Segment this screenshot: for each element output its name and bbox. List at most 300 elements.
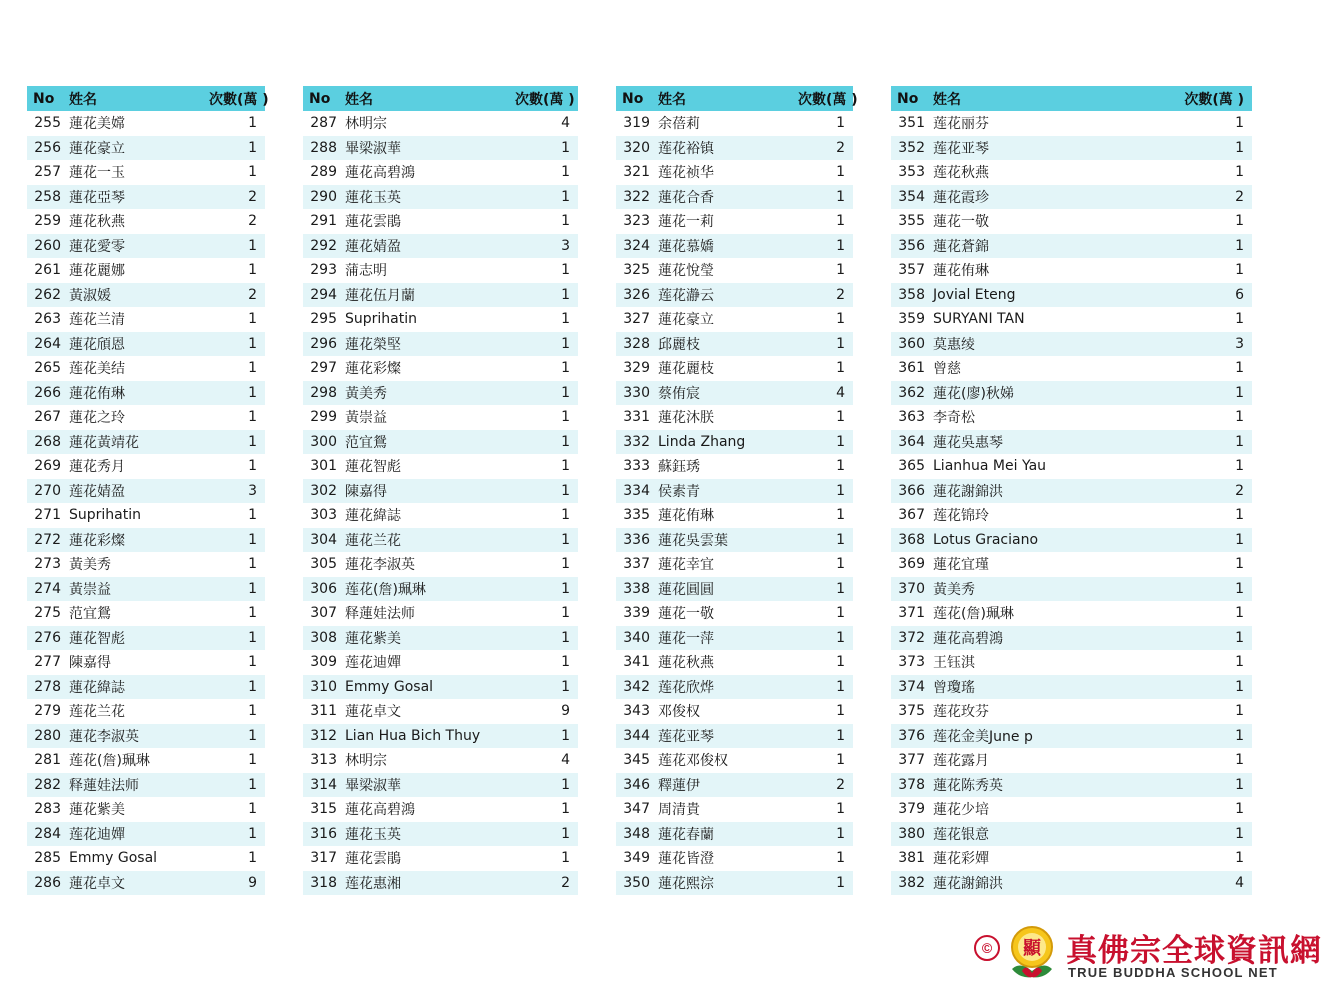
table-row	[616, 283, 853, 308]
row-name: 释蓮娃法师	[345, 606, 415, 623]
row-count: 1	[209, 773, 265, 798]
row-number: 262	[27, 283, 69, 308]
row-name: 蓮花侑琳	[69, 381, 209, 406]
table-header	[616, 86, 853, 111]
row-number: 284	[27, 822, 69, 847]
row-name: 莲花(詹)珮琳	[345, 577, 515, 602]
row-number: 371	[898, 605, 925, 622]
row-number: 363	[898, 409, 925, 426]
row-name: Suprihatin	[69, 507, 141, 524]
row-number: 328	[616, 332, 658, 357]
table-row	[303, 258, 578, 283]
row-number: 305	[310, 556, 337, 573]
row-name: 蓮花宜瑾	[933, 557, 989, 574]
row-name: 黃美秀	[345, 381, 515, 406]
row-name: Suprihatin	[345, 311, 417, 328]
row-name: 莲花金美June p	[933, 724, 1183, 749]
row-count: 1	[561, 213, 570, 230]
row-number: 289	[310, 164, 337, 181]
row-number: 279	[34, 703, 61, 720]
table-row	[616, 258, 853, 283]
row-number: 303	[310, 507, 337, 524]
row-number: 269	[34, 458, 61, 475]
row-number: 336	[616, 528, 658, 553]
row-count: 1	[515, 577, 578, 602]
table-row	[303, 650, 578, 675]
table-row	[616, 381, 853, 406]
row-number: 370	[891, 577, 933, 602]
row-count: 1	[248, 409, 257, 426]
row-name: 蓮花(廖)秋娣	[933, 381, 1183, 406]
row-count: 1	[561, 654, 570, 671]
header-name: 姓名	[69, 86, 209, 111]
table-row	[303, 846, 578, 871]
table-header	[27, 86, 265, 111]
table-row	[616, 675, 853, 700]
row-count: 1	[1183, 577, 1252, 602]
true-buddha-school-logo	[1004, 925, 1060, 983]
table-row	[27, 528, 265, 553]
table-row	[616, 454, 853, 479]
table-row	[303, 552, 578, 577]
row-number: 331	[623, 409, 650, 426]
row-count: 1	[798, 626, 853, 651]
row-number: 330	[616, 381, 658, 406]
row-number: 316	[303, 822, 345, 847]
row-count: 1	[561, 556, 570, 573]
row-name: 蓮花彩燦	[69, 528, 209, 553]
row-number: 302	[303, 479, 345, 504]
row-count: 1	[1235, 115, 1244, 132]
row-name: 蔡侑宸	[658, 381, 798, 406]
row-number: 268	[27, 430, 69, 455]
row-number: 310	[303, 675, 345, 700]
row-number: 263	[34, 311, 61, 328]
table-row	[27, 258, 265, 283]
row-count: 1	[1235, 360, 1244, 377]
table-row	[303, 381, 578, 406]
row-number: 381	[898, 850, 925, 867]
row-count: 1	[1183, 430, 1252, 455]
table-row	[27, 699, 265, 724]
row-number: 261	[34, 262, 61, 279]
header-name: 姓名	[933, 86, 1183, 111]
table-row	[303, 283, 578, 308]
row-name: Jovial Eteng	[933, 283, 1183, 308]
row-count: 1	[836, 801, 845, 818]
row-name: 蓮花玉英	[345, 822, 515, 847]
row-name: 蓮花智彪	[345, 459, 401, 476]
row-number: 382	[891, 871, 933, 896]
row-name: 蓮花高碧鴻	[345, 802, 415, 819]
table-row	[27, 822, 265, 847]
row-number: 309	[310, 654, 337, 671]
table-row	[616, 209, 853, 234]
row-name: 莲花婧盈	[69, 479, 209, 504]
row-name: 蓮花緯誌	[69, 675, 209, 700]
row-name: 蓮花慕嬌	[658, 234, 798, 259]
row-name: 蓮花黃靖花	[69, 430, 209, 455]
row-name: 莲花(詹)珮琳	[933, 606, 1014, 623]
row-name: 莲花惠湘	[345, 871, 515, 896]
row-name: 蓮花卓文	[345, 704, 401, 721]
row-name: 蓮花緯誌	[345, 508, 401, 525]
row-number: 265	[34, 360, 61, 377]
row-number: 258	[27, 185, 69, 210]
row-name: 蓮花秋燕	[69, 214, 125, 231]
row-count: 1	[248, 115, 257, 132]
table-row	[891, 405, 1252, 430]
row-number: 291	[310, 213, 337, 230]
row-count: 1	[798, 430, 853, 455]
row-count: 1	[515, 528, 578, 553]
row-name: 蓮花之玲	[69, 410, 125, 427]
row-number: 365	[898, 458, 925, 475]
row-number: 380	[891, 822, 933, 847]
row-name: 邓俊权	[658, 704, 700, 721]
row-name: 畢梁淑華	[345, 136, 515, 161]
row-count: 1	[209, 234, 265, 259]
row-number: 280	[27, 724, 69, 749]
row-count: 1	[209, 724, 265, 749]
row-count: 1	[836, 752, 845, 769]
row-count: 1	[798, 724, 853, 749]
row-number: 306	[303, 577, 345, 602]
row-number: 323	[623, 213, 650, 230]
table-row	[891, 871, 1252, 896]
table-row	[616, 111, 853, 136]
row-name: 余蓓莉	[658, 116, 700, 133]
table-row	[27, 773, 265, 798]
row-number: 307	[310, 605, 337, 622]
row-number: 321	[623, 164, 650, 181]
row-name: 莲花裕镇	[658, 136, 798, 161]
row-count: 1	[1235, 752, 1244, 769]
row-count: 1	[248, 360, 257, 377]
row-number: 362	[891, 381, 933, 406]
row-number: 308	[303, 626, 345, 651]
table-row	[27, 111, 265, 136]
row-name: 蓮花伍月蘭	[345, 283, 515, 308]
table-header	[303, 86, 578, 111]
row-count: 1	[836, 507, 845, 524]
row-count: 2	[1183, 185, 1252, 210]
row-number: 260	[27, 234, 69, 259]
row-number: 256	[27, 136, 69, 161]
row-name: 蓮花秋燕	[658, 655, 714, 672]
row-number: 318	[303, 871, 345, 896]
row-name: 蓮花雲鵑	[345, 851, 401, 868]
row-number: 376	[891, 724, 933, 749]
row-count: 1	[836, 703, 845, 720]
table-row	[891, 234, 1252, 259]
row-name: 蘇鈺琇	[658, 459, 700, 476]
table-row	[303, 577, 578, 602]
row-count: 1	[561, 164, 570, 181]
row-number: 286	[27, 871, 69, 896]
row-count: 1	[1183, 528, 1252, 553]
table-row	[616, 405, 853, 430]
row-name: 黃美秀	[69, 557, 111, 574]
row-name: Linda Zhang	[658, 430, 798, 455]
row-name: 范宜鴛	[69, 606, 111, 623]
row-count: 1	[209, 675, 265, 700]
row-name: 蓮花美嫦	[69, 116, 125, 133]
row-name: 蓮花紫美	[345, 626, 515, 651]
row-number: 361	[898, 360, 925, 377]
row-number: 368	[891, 528, 933, 553]
table-row	[891, 356, 1252, 381]
row-number: 378	[891, 773, 933, 798]
table-row	[27, 748, 265, 773]
row-name: 蓮花麗枝	[658, 361, 714, 378]
table-row	[27, 381, 265, 406]
row-name: 蓮花一敬	[933, 214, 989, 231]
row-count: 2	[248, 213, 257, 230]
row-count: 1	[515, 822, 578, 847]
row-count: 1	[561, 409, 570, 426]
row-name: 蓮花高碧鴻	[933, 626, 1183, 651]
row-count: 1	[1183, 675, 1252, 700]
row-number: 366	[891, 479, 933, 504]
table-row	[303, 601, 578, 626]
row-count: 1	[515, 185, 578, 210]
table-row	[27, 454, 265, 479]
table-row	[616, 160, 853, 185]
footer-branding	[974, 925, 1322, 985]
table-4	[891, 86, 1252, 895]
row-name: 蓮花幸宜	[658, 557, 714, 574]
row-number: 304	[303, 528, 345, 553]
table-row	[891, 209, 1252, 234]
row-count: 1	[209, 430, 265, 455]
row-name: 范宜鴛	[345, 430, 515, 455]
row-count: 1	[1235, 850, 1244, 867]
row-count: 1	[561, 311, 570, 328]
table-row	[616, 528, 853, 553]
table-row	[616, 846, 853, 871]
row-number: 267	[34, 409, 61, 426]
row-name: 蓮花春蘭	[658, 822, 798, 847]
row-name: 蓮花雲鵑	[345, 214, 401, 231]
row-count: 1	[1235, 654, 1244, 671]
row-name: 莲花银意	[933, 822, 1183, 847]
row-name: 王钰淇	[933, 655, 975, 672]
row-count: 6	[1183, 283, 1252, 308]
row-number: 342	[616, 675, 658, 700]
row-number: 357	[898, 262, 925, 279]
row-name: 莲花亚琴	[658, 724, 798, 749]
row-number: 285	[34, 850, 61, 867]
row-name: 蓮花侑琳	[658, 508, 714, 525]
row-count: 1	[798, 577, 853, 602]
header-count: 次數(萬 )	[515, 86, 578, 111]
row-name: 陳嘉得	[69, 655, 111, 672]
table-row	[891, 699, 1252, 724]
row-count: 1	[1183, 136, 1252, 161]
row-number: 343	[623, 703, 650, 720]
row-name: 莲花欣烨	[658, 675, 798, 700]
table-row	[616, 185, 853, 210]
row-name: 曾瓊瑤	[933, 675, 1183, 700]
row-number: 300	[303, 430, 345, 455]
table-row	[616, 773, 853, 798]
table-row	[891, 430, 1252, 455]
table-row	[27, 601, 265, 626]
table-row	[891, 601, 1252, 626]
row-count: 1	[1235, 409, 1244, 426]
row-name: 蓮花吳惠琴	[933, 430, 1183, 455]
row-name: 莲花兰清	[69, 312, 125, 329]
row-name: 蓮花一敬	[658, 606, 714, 623]
row-name: 莲花迪嬋	[345, 655, 401, 672]
row-count: 1	[515, 136, 578, 161]
row-count: 1	[248, 703, 257, 720]
table-row	[303, 626, 578, 651]
row-count: 1	[248, 654, 257, 671]
row-name: 莲花(詹)珮琳	[69, 753, 150, 770]
table-row	[891, 503, 1252, 528]
table-row	[303, 528, 578, 553]
row-name: Emmy Gosal	[69, 850, 158, 867]
row-name: 莲花迪嬋	[69, 822, 209, 847]
table-row	[891, 332, 1252, 357]
row-count: 1	[515, 626, 578, 651]
row-number: 315	[310, 801, 337, 818]
row-count: 1	[836, 850, 845, 867]
table-row	[27, 675, 265, 700]
table-row	[27, 577, 265, 602]
row-name: 释蓮娃法师	[69, 773, 209, 798]
table-row	[891, 675, 1252, 700]
table-row	[303, 724, 578, 749]
row-count: 1	[798, 479, 853, 504]
row-number: 311	[310, 703, 337, 720]
row-count: 1	[515, 381, 578, 406]
row-count: 1	[1183, 381, 1252, 406]
row-count: 1	[248, 801, 257, 818]
table-row	[891, 307, 1252, 332]
table-row	[27, 185, 265, 210]
table-row	[891, 724, 1252, 749]
row-name: 黃淑媛	[69, 283, 209, 308]
row-number: 364	[891, 430, 933, 455]
row-number: 313	[310, 752, 337, 769]
row-name: 蓮花謝錦洪	[933, 479, 1183, 504]
row-number: 299	[310, 409, 337, 426]
row-count: 9	[561, 703, 570, 720]
table-row	[891, 797, 1252, 822]
row-count: 1	[248, 850, 257, 867]
row-number: 345	[623, 752, 650, 769]
row-number: 337	[623, 556, 650, 573]
row-count: 1	[836, 262, 845, 279]
table-row	[27, 503, 265, 528]
row-name: SURYANI TAN	[933, 311, 1025, 328]
row-number: 292	[303, 234, 345, 259]
table-row	[616, 748, 853, 773]
row-number: 369	[898, 556, 925, 573]
row-count: 1	[209, 577, 265, 602]
row-name: 蓮花圓圓	[658, 577, 798, 602]
row-number: 290	[303, 185, 345, 210]
row-number: 270	[27, 479, 69, 504]
table-row	[27, 209, 265, 234]
table-row	[303, 797, 578, 822]
row-number: 355	[898, 213, 925, 230]
row-count: 2	[1183, 479, 1252, 504]
row-name: 蓮花麗娜	[69, 263, 125, 280]
row-name: 林明宗	[345, 116, 387, 133]
table-row	[303, 773, 578, 798]
row-number: 293	[310, 262, 337, 279]
row-name: 蓮花一莉	[658, 214, 714, 231]
row-number: 283	[34, 801, 61, 818]
row-name: 陳嘉得	[345, 479, 515, 504]
row-number: 359	[898, 311, 925, 328]
table-row	[616, 822, 853, 847]
row-number: 294	[303, 283, 345, 308]
table-row	[891, 160, 1252, 185]
row-name: 蓮花霞珍	[933, 185, 1183, 210]
table-row	[891, 283, 1252, 308]
row-number: 332	[616, 430, 658, 455]
row-name: 釋蓮伊	[658, 773, 798, 798]
table-row	[303, 503, 578, 528]
row-count: 1	[1235, 262, 1244, 279]
row-count: 1	[248, 605, 257, 622]
row-number: 350	[616, 871, 658, 896]
row-name: 蓮花紫美	[69, 802, 125, 819]
row-name: 蓮花一萍	[658, 626, 798, 651]
row-count: 1	[561, 507, 570, 524]
row-name: 蓮花彩嬋	[933, 851, 989, 868]
table-row	[303, 185, 578, 210]
row-count: 1	[798, 234, 853, 259]
row-count: 1	[515, 773, 578, 798]
table-row	[303, 136, 578, 161]
row-name: 蓮花李淑英	[69, 724, 209, 749]
row-count: 2	[209, 185, 265, 210]
row-number: 287	[310, 115, 337, 132]
table-row	[303, 209, 578, 234]
row-name: 黃美秀	[933, 577, 1183, 602]
row-name: 蓮花悅瑩	[658, 263, 714, 280]
table-row	[27, 626, 265, 651]
row-count: 1	[209, 381, 265, 406]
header-no: No	[303, 86, 345, 111]
table-row	[27, 234, 265, 259]
table-row	[891, 748, 1252, 773]
row-count: 1	[798, 528, 853, 553]
row-number: 272	[27, 528, 69, 553]
table-row	[27, 871, 265, 896]
row-name: 莲花祯华	[658, 165, 714, 182]
row-count: 1	[836, 311, 845, 328]
table-row	[616, 307, 853, 332]
table-row	[27, 136, 265, 161]
row-name: 莲花瀞云	[658, 283, 798, 308]
row-name: 蓮花一玉	[69, 165, 125, 182]
row-count: 1	[1183, 234, 1252, 259]
row-count: 1	[515, 479, 578, 504]
table-row	[891, 479, 1252, 504]
table-row	[891, 822, 1252, 847]
row-name: 莲花亚琴	[933, 136, 1183, 161]
row-name: 莲花锦玲	[933, 508, 989, 525]
table-row	[303, 356, 578, 381]
row-name: Emmy Gosal	[345, 675, 515, 700]
